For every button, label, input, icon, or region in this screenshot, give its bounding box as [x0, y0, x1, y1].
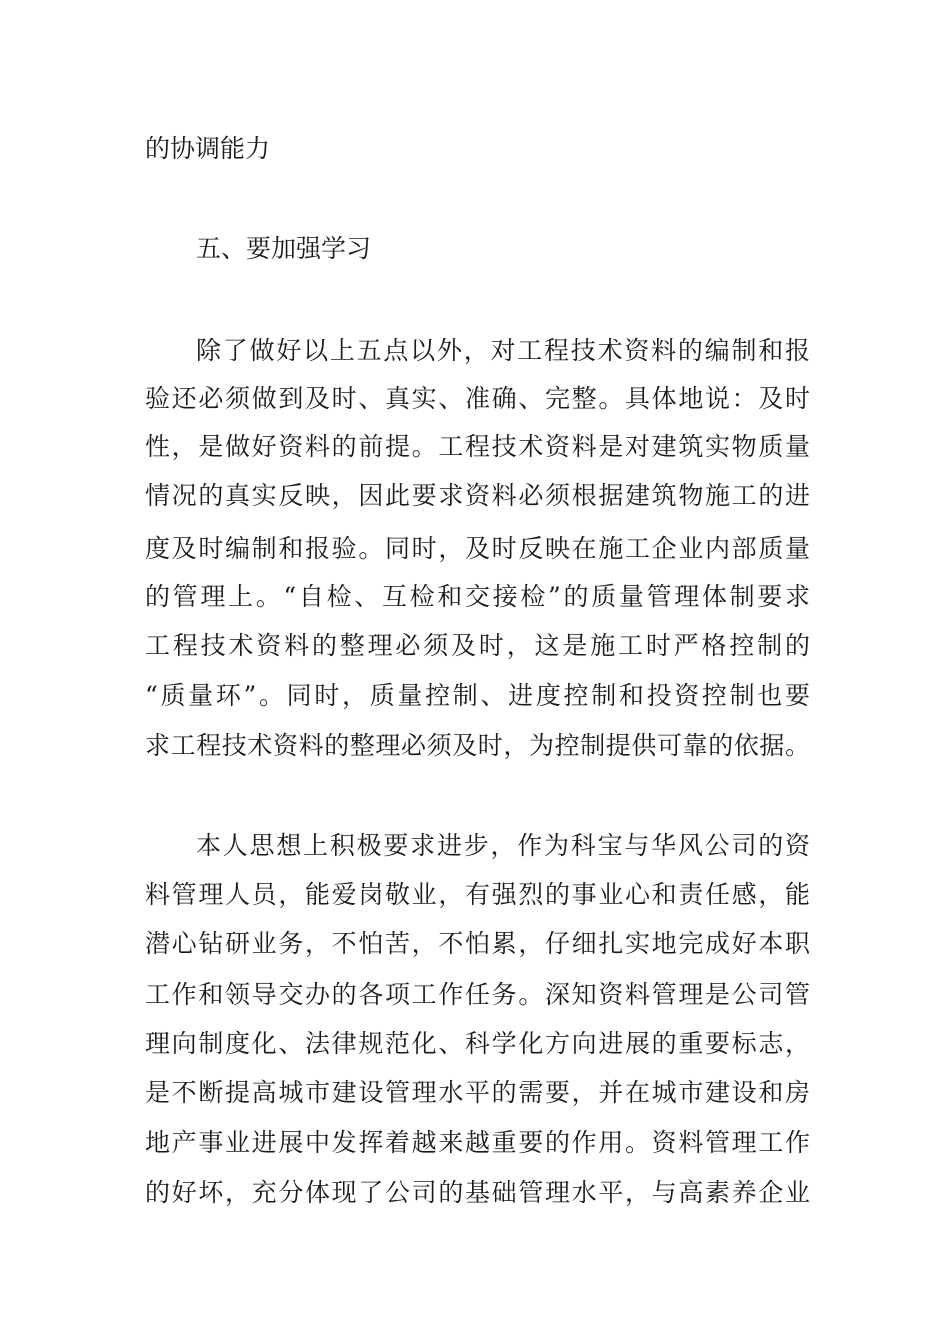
paragraph-line: 验还必须做到及时、真实、准确、完整。具体地说：及时: [145, 384, 810, 413]
paragraph-line: 求工程技术资料的整理必须及时，为控制提供可靠的依据。: [145, 731, 810, 760]
paragraph-line: 的管理上。“自检、互检和交接检”的质量管理体制要求: [145, 582, 810, 611]
paragraph-line: 理向制度化、法律规范化、科学化方向进展的重要标志，: [145, 1029, 810, 1058]
continuation-line: 的协调能力: [145, 134, 271, 163]
paragraph-line: 是不断提高城市建设管理水平的需要，并在城市建设和房: [145, 1078, 810, 1107]
paragraph-line: “质量环”。同时，质量控制、进度控制和投资控制也要: [145, 681, 810, 710]
paragraph-line: 地产事业进展中发挥着越来越重要的作用。资料管理工作: [145, 1128, 810, 1157]
paragraph-line: 度及时编制和报验。同时，及时反映在施工企业内部质量: [145, 534, 810, 563]
paragraph-line: 工作和领导交办的各项工作任务。深知资料管理是公司管: [145, 980, 810, 1009]
paragraph-line: 工程技术资料的整理必须及时，这是施工时严格控制的: [145, 631, 810, 660]
paragraph-line: 潜心钻研业务，不怕苦，不怕累，仔细扎实地完成好本职: [145, 929, 810, 958]
paragraph-line: 性，是做好资料的前提。工程技术资料是对建筑实物质量: [145, 432, 810, 461]
paragraph-line: 本人思想上积极要求进步，作为科宝与华风公司的资: [196, 831, 810, 860]
paragraph-line: 料管理人员，能爱岗敬业，有强烈的事业心和责任感，能: [145, 880, 810, 909]
section-heading: 五、要加强学习: [196, 234, 372, 263]
paragraph-line: 除了做好以上五点以外，对工程技术资料的编制和报: [196, 336, 810, 365]
paragraph-line: 情况的真实反映，因此要求资料必须根据建筑物施工的进: [145, 481, 810, 510]
paragraph-line: 的好坏，充分体现了公司的基础管理水平，与高素养企业: [145, 1178, 810, 1207]
